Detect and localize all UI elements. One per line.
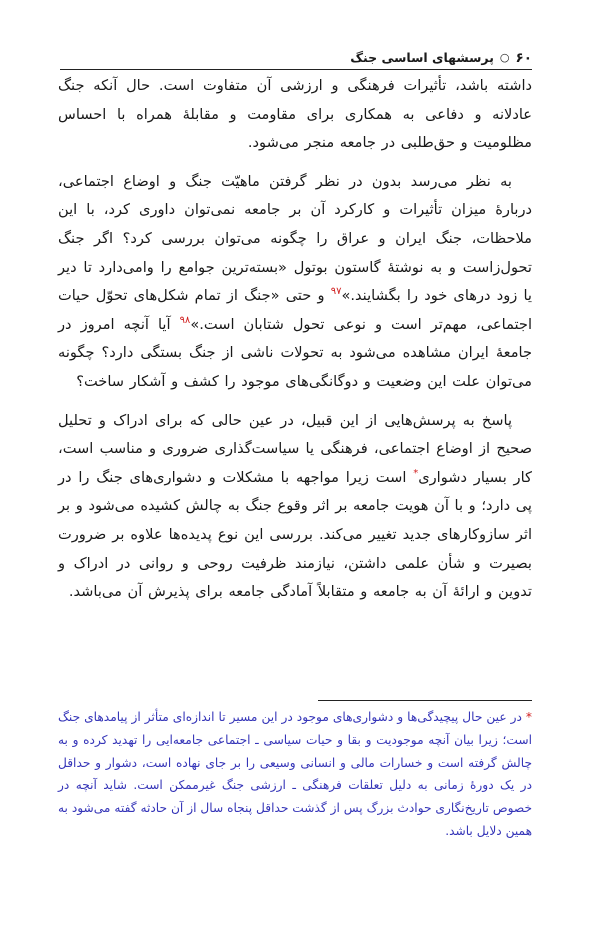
footnote-text: در عین حال پیچیدگی‌ها و دشواری‌های موجود در این مسیر تا اندازه‌ای متأثر از پیامدهای جنگ است؛ زیرا بیان آنچه موجودیت و بقا و حیات سیاسی ـ اجتماعی جامعه‌ایی را تهدید کرده و به چالش گرفته است و خسارات مالی و انسانی وسیعی را بر جای نهاده است، دشوار و حداقل در یک دورهٔ زمانی به دلیل تعلقات فرهنگی ـ ارزشی جنگ غیرممکن است. شاید آنچه در خصوص تاریخ‌نگاری حوادث بزرگ پس از گذشت حداقل پنجاه سال از آن حادثه گفته می‌شود به همین دلایل باشد. (58, 710, 532, 838)
paragraph-3-part-2: است زیرا مواجهه با مشکلات و دشواری‌های جنگ را در پی دارد؛ و با آن هویت جامعه بر اثر وقوع جنگ به چالش کشیده می‌شود و بر اثر سازوکارهای جدید تغییر می‌کند. بررسی این نوع پدیده‌ها علاوه بر ضرورت بصیرت و شأن علمی داشتن، نیازمند ظرفیت روحی و روانی در ادراک و تدوین و ارائهٔ آن به جامعه و متقابلاً آمادگی جامعه برای پذیرش آن می‌باشد. (58, 468, 532, 601)
footnote-paragraph (58, 706, 532, 843)
paragraph-2-part-3: آیا آنچه امروز در جامعهٔ ایران مشاهده می‌شود به تحولات ناشی از جنگ بستگی دارد؟ چگونه می‌توان علت این وضعیت و دوگانگی‌های موجود را کشف و آشکار ساخت؟ (58, 315, 532, 390)
paragraph-2-part-1: به نظر می‌رسد بدون در نظر گرفتن ماهیّت جنگ و اوضاع اجتماعی، دربارهٔ میزان تأثیرات و کارکرد آن بر جامعه نمی‌توان داوری کرد، با این ملاحظات، جنگ ایران و عراق را چگونه می‌توان بررسی کرد؟ اگر جنگ تحول‌زاست و به نوشتهٔ گاستون بوتول «بسته‌ترین جوامع را وامی‌دارد تا دیر یا زود درهای خود را بگشایند.» (58, 172, 532, 305)
endnote-ref-98[interactable]: ۹۸ (179, 314, 191, 326)
page-number: ۶۰ (515, 50, 532, 66)
paragraph-2 (58, 168, 532, 397)
paragraph-3 (58, 407, 532, 607)
footnote-separator (318, 700, 532, 701)
footnote-marker: * (525, 710, 532, 724)
paragraph-1: داشته باشد، تأثیرات فرهنگی و ارزشی آن متفاوت است. حال آنکه جنگ عادلانه و دفاعی به همکاری برای مقاومت و مقابلهٔ همراه با احساس مظلومیت و حق‌طلبی در جامعه منجر می‌شود. (58, 77, 532, 152)
endnote-ref-97[interactable]: ۹۷ (330, 286, 342, 298)
footnote (58, 706, 532, 843)
paragraph-2-part-2: و حتی «جنگ از تمام شکل‌های تحوّل حیات اجتماعی، مهم‌تر است و نوعی تحول شتابان است.» (58, 287, 532, 333)
running-header (60, 44, 532, 70)
paragraph-3-part-1: پاسخ به پرسش‌هایی از این قبیل، در عین حالی که برای ادراک و تحلیل صحیح از اوضاع اجتماعی، فرهنگی یا سیاست‌گذاری ضروری و مناسب است، کار بسیار دشواری (58, 411, 532, 486)
header-bullet-icon: ○ (499, 51, 510, 64)
running-title: پرسشهای اساسی جنگ (350, 50, 494, 65)
main-text (58, 72, 532, 607)
footnote-ref-star[interactable]: * (413, 467, 419, 479)
